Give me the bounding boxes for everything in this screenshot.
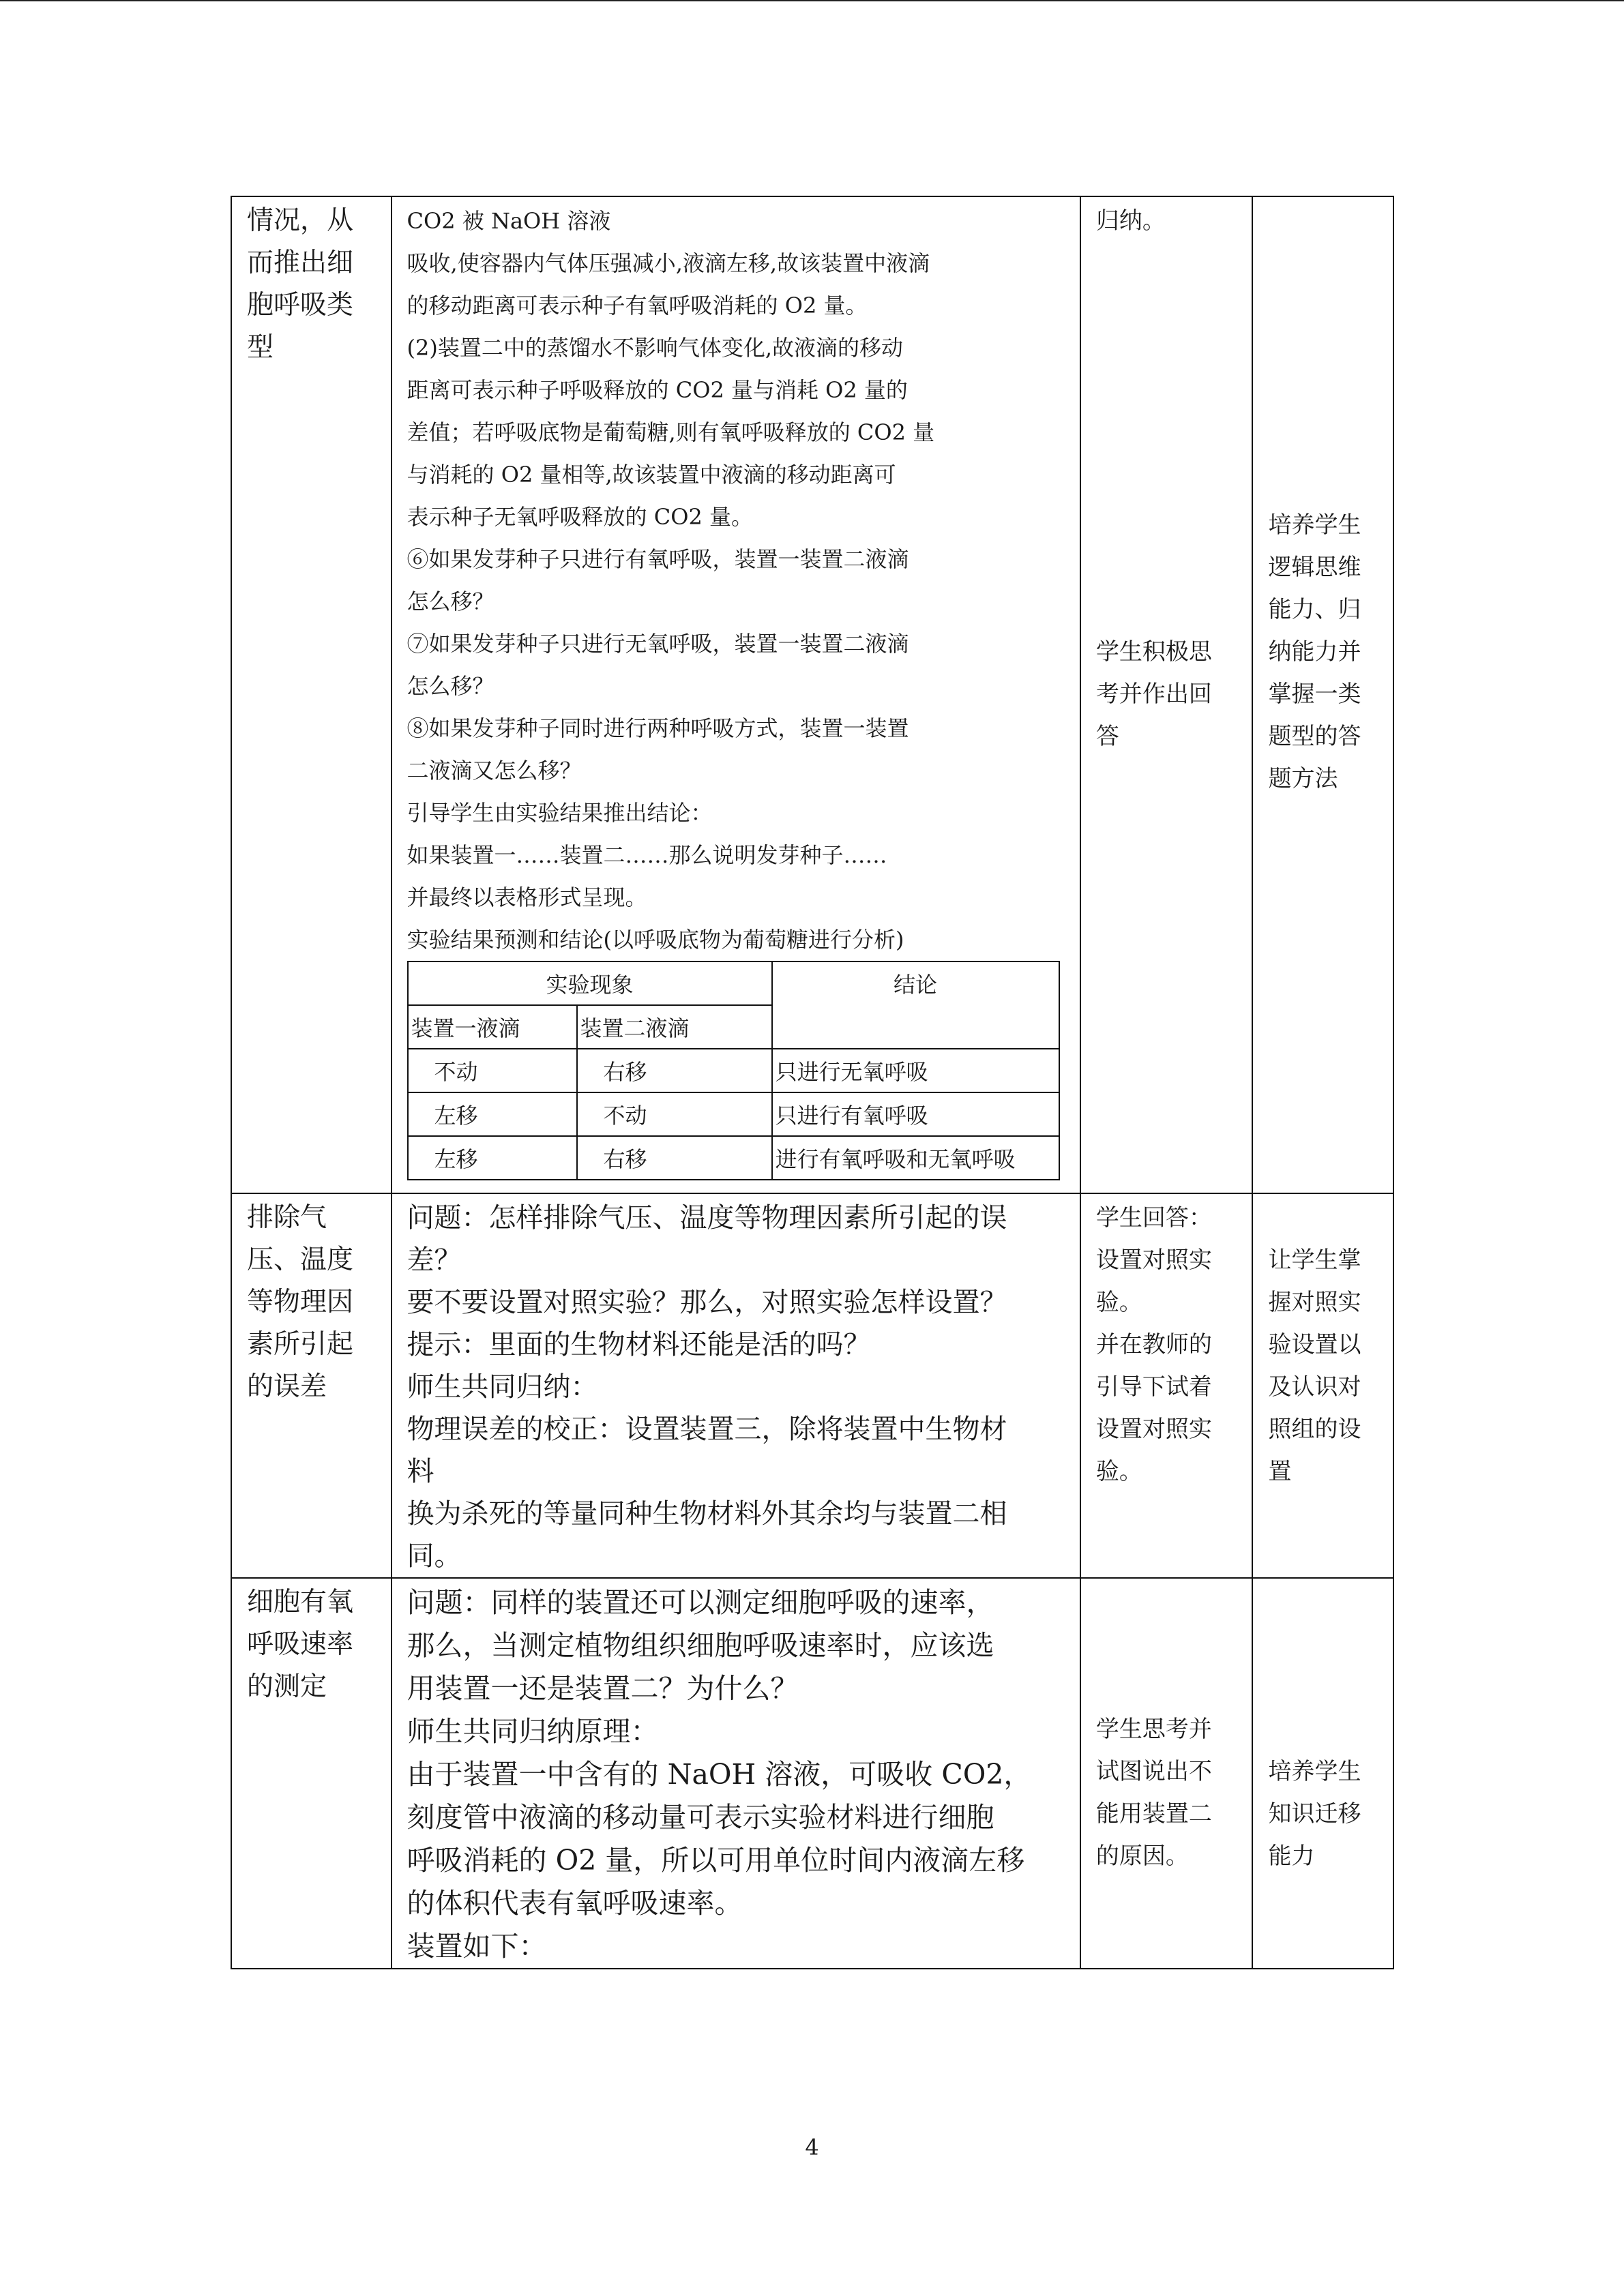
content-line: 并最终以表格形式呈现。 xyxy=(407,884,647,910)
content-cell xyxy=(392,1193,1080,1578)
student-line: 验。 xyxy=(1095,1458,1142,1485)
content-line: 差值；若呼吸底物是葡萄糖,则有氧呼吸释放的 CO2 量 xyxy=(407,419,935,445)
table-row xyxy=(231,1578,1393,1969)
student-line: 设置对照实 xyxy=(1095,1416,1212,1443)
content-line: 表示种子无氧呼吸释放的 CO2 量。 xyxy=(407,504,753,530)
intent-line: 握对照实 xyxy=(1268,1289,1361,1316)
table-row xyxy=(408,1092,1059,1136)
student-line: 并在教师的 xyxy=(1095,1331,1212,1358)
content-line: ⑥如果发芽种子只进行有氧呼吸，装置一装置二液滴 xyxy=(407,546,909,572)
intent-line: 及认识对 xyxy=(1268,1373,1361,1401)
content-line: 的体积代表有氧呼吸速率。 xyxy=(407,1887,743,1920)
content-line: 提示：里面的生物材料还能是活的吗？ xyxy=(407,1329,871,1360)
content-line: 距离可表示种子呼吸释放的 CO2 量与消耗 O2 量的 xyxy=(407,377,908,403)
content-line: 差？ xyxy=(407,1244,462,1276)
section-line: 压、温度 xyxy=(247,1244,354,1275)
result-cell: 左移 xyxy=(408,1136,577,1180)
student-activity-cell xyxy=(1080,1578,1253,1969)
result-cell: 左移 xyxy=(408,1092,577,1136)
result-cell: 右移 xyxy=(577,1136,772,1180)
section-line: 胞呼吸类 xyxy=(247,290,354,320)
intent-line: 培养学生 xyxy=(1268,1758,1361,1785)
intent-line: 逻辑思维 xyxy=(1268,554,1361,581)
intent-line: 知识迁移 xyxy=(1268,1800,1361,1828)
content-line: 二液滴又怎么移？ xyxy=(407,758,582,784)
content-line: 换为杀死的等量同种生物材料外其余均与装置二相 xyxy=(407,1498,1007,1530)
intent-line: 照组的设 xyxy=(1268,1416,1361,1443)
section-line: 的测定 xyxy=(247,1671,327,1702)
result-subheader: 装置二液滴 xyxy=(577,1005,772,1049)
section-line: 的误差 xyxy=(247,1371,327,1402)
page-top-border xyxy=(0,0,1624,1)
student-line: 设置对照实 xyxy=(1095,1247,1212,1274)
content-line: 刻度管中液滴的移动量可表示实验材料进行细胞 xyxy=(407,1801,994,1834)
content-line: 与消耗的 O2 量相等,故该装置中液滴的移动距离可 xyxy=(407,462,896,488)
design-intent-cell xyxy=(1252,1193,1393,1578)
section-line: 等物理因 xyxy=(247,1287,354,1317)
intent-line: 验设置以 xyxy=(1268,1331,1361,1358)
student-line: 能用装置二 xyxy=(1095,1800,1212,1828)
section-cell xyxy=(231,196,392,1193)
result-subheader: 装置一液滴 xyxy=(408,1005,577,1049)
result-cell: 进行有氧呼吸和无氧呼吸 xyxy=(772,1136,1059,1180)
intent-line: 能力 xyxy=(1268,1843,1315,1870)
section-line: 情况，从 xyxy=(247,205,354,236)
content-line: ⑦如果发芽种子只进行无氧呼吸，装置一装置二液滴 xyxy=(407,631,909,657)
content-line: 要不要设置对照实验？那么，对照实验怎样设置？ xyxy=(407,1287,1007,1318)
intent-line: 培养学生 xyxy=(1268,511,1361,539)
content-line: 问题：同样的装置还可以测定细胞呼吸的速率， xyxy=(407,1586,994,1619)
student-line: 的原因。 xyxy=(1095,1843,1189,1870)
design-intent-cell xyxy=(1252,1578,1393,1969)
student-line: 学生回答： xyxy=(1095,1204,1212,1232)
student-line: 学生积极思 xyxy=(1095,638,1212,666)
intent-line: 置 xyxy=(1268,1458,1292,1485)
result-cell: 不动 xyxy=(408,1049,577,1092)
result-cell: 只进行无氧呼吸 xyxy=(772,1049,1059,1092)
intent-line: 掌握一类 xyxy=(1268,681,1361,708)
lesson-plan-table xyxy=(231,196,1394,1969)
content-line: (2)装置二中的蒸馏水不影响气体变化,故液滴的移动 xyxy=(407,335,904,361)
content-line: 装置如下： xyxy=(407,1930,547,1963)
table-row xyxy=(231,196,1393,1193)
table-row xyxy=(408,1049,1059,1092)
result-header-conclusion: 结论 xyxy=(772,961,1059,1049)
page-number: 4 xyxy=(805,2134,819,2160)
section-line: 排除气 xyxy=(247,1202,327,1233)
student-line: 归纳。 xyxy=(1095,207,1166,235)
content-line: 物理误差的校正：设置装置三，除将装置中生物材 xyxy=(407,1414,1007,1445)
content-line: 那么，当测定植物组织细胞呼吸速率时，应该选 xyxy=(407,1629,994,1662)
content-line: 吸收,使容器内气体压强减小,液滴左移,故该装置中液滴 xyxy=(407,250,930,276)
student-activity-cell xyxy=(1080,196,1253,1193)
table-row xyxy=(231,1193,1393,1578)
result-header-phenomenon: 实验现象 xyxy=(408,961,772,1005)
content-line: 实验结果预测和结论(以呼吸底物为葡萄糖进行分析) xyxy=(407,927,904,953)
section-cell xyxy=(231,1578,392,1969)
student-activity-cell xyxy=(1080,1193,1253,1578)
content-line: 师生共同归纳原理： xyxy=(407,1715,659,1748)
result-table xyxy=(407,961,1060,1180)
section-cell xyxy=(231,1193,392,1578)
content-line: 引导学生由实验结果推出结论： xyxy=(407,800,713,826)
student-line: 验。 xyxy=(1095,1289,1142,1316)
content-line: 如果装置一……装置二……那么说明发芽种子…… xyxy=(407,842,887,868)
intent-line: 题方法 xyxy=(1268,765,1338,792)
content-line: 用装置一还是装置二？为什么？ xyxy=(407,1672,799,1705)
result-cell: 不动 xyxy=(577,1092,772,1136)
content-cell xyxy=(392,196,1080,1193)
intent-line: 让学生掌 xyxy=(1268,1247,1361,1274)
content-line: ⑧如果发芽种子同时进行两种呼吸方式，装置一装置 xyxy=(407,715,909,741)
design-intent-cell xyxy=(1252,196,1393,1193)
content-line: 师生共同归纳： xyxy=(407,1371,598,1403)
result-cell: 只进行有氧呼吸 xyxy=(772,1092,1059,1136)
content-line: 的移动距离可表示种子有氧呼吸消耗的 O2 量。 xyxy=(407,293,868,318)
section-line: 呼吸速率 xyxy=(247,1629,354,1660)
content-line: 由于装置一中含有的 NaOH 溶液，可吸收 CO2， xyxy=(407,1758,1032,1791)
content-line: 呼吸消耗的 O2 量，所以可用单位时间内液滴左移 xyxy=(407,1844,1025,1877)
section-line: 细胞有氧 xyxy=(247,1587,354,1617)
student-line: 学生思考并 xyxy=(1095,1716,1212,1743)
content-line: 怎么移？ xyxy=(407,588,494,614)
content-line: 同。 xyxy=(407,1540,462,1572)
student-line: 考并作出回 xyxy=(1095,681,1212,708)
section-line: 而推出细 xyxy=(247,248,354,278)
intent-line: 题型的答 xyxy=(1268,723,1361,750)
content-cell xyxy=(392,1578,1080,1969)
section-line: 素所引起 xyxy=(247,1329,354,1360)
table-row xyxy=(408,1136,1059,1180)
intent-line: 能力、归 xyxy=(1268,596,1361,623)
student-line: 引导下试着 xyxy=(1095,1373,1212,1401)
content-line: 料 xyxy=(407,1456,434,1487)
content-line: 问题：怎样排除气压、温度等物理因素所引起的误 xyxy=(407,1202,1007,1234)
content-line: 怎么移？ xyxy=(407,673,494,699)
intent-line: 纳能力并 xyxy=(1268,638,1361,666)
student-line: 答 xyxy=(1095,723,1119,750)
content-line: CO2 被 NaOH 溶液 xyxy=(407,208,611,234)
student-line: 试图说出不 xyxy=(1095,1758,1212,1785)
result-cell: 右移 xyxy=(577,1049,772,1092)
section-line: 型 xyxy=(247,332,274,363)
